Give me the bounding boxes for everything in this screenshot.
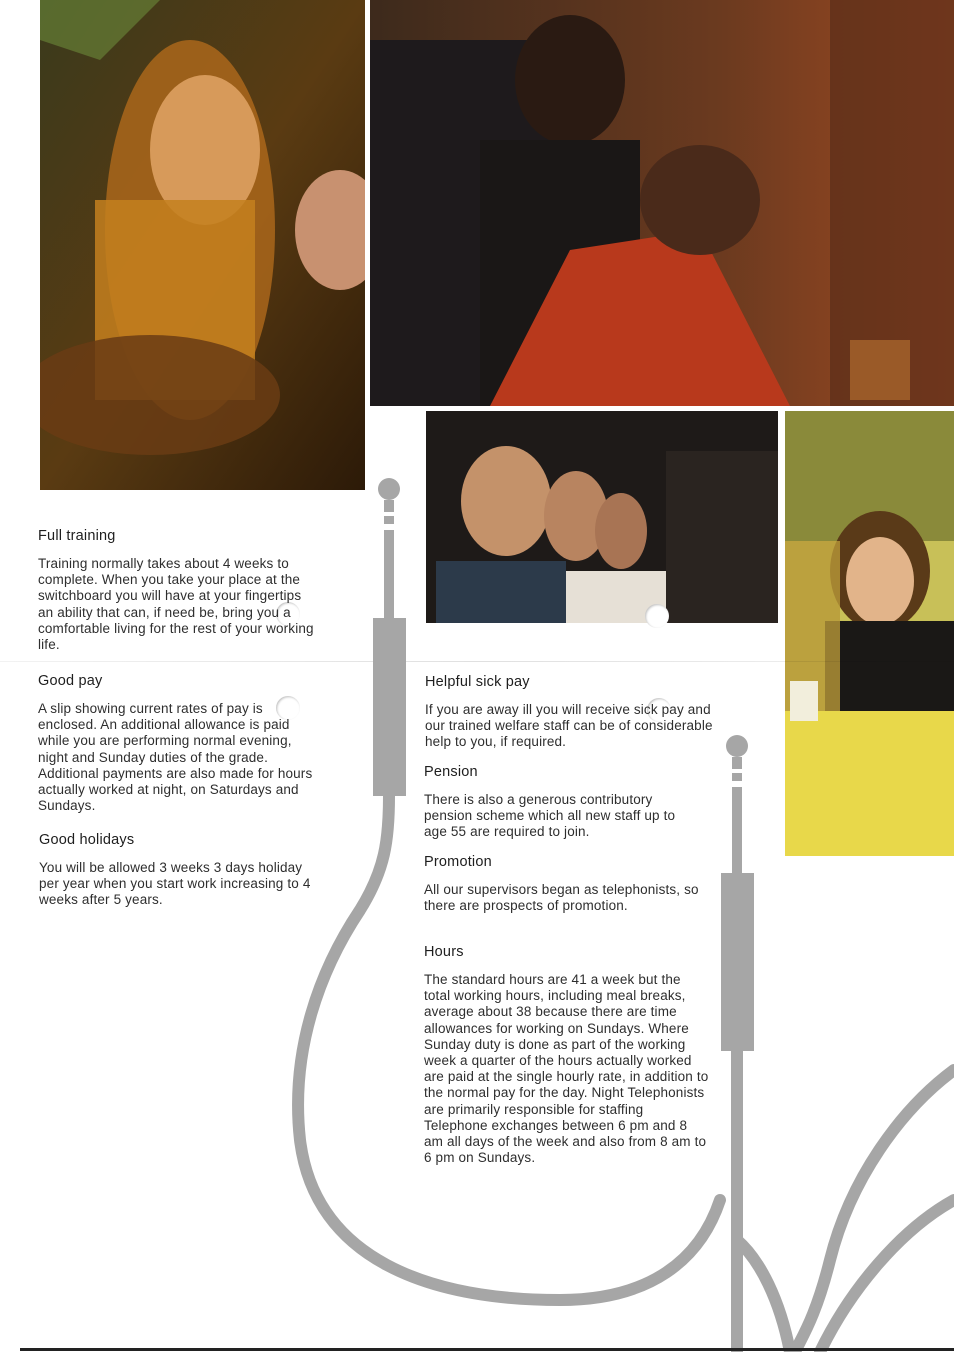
section-heading: Promotion bbox=[424, 854, 492, 870]
section-body: Training normally takes about 4 weeks to complete. When you take your place at the switchboard you will have at your fingertips an ability that can, if need be, bring you a comfortable living for the rest of your working life. bbox=[38, 556, 314, 653]
page-bottom-edge bbox=[20, 1348, 954, 1351]
section-helpful-sick-pay bbox=[425, 674, 715, 751]
section-full-training bbox=[38, 528, 318, 653]
photo-smiling-woman bbox=[785, 411, 954, 856]
section-heading: Good pay bbox=[38, 673, 103, 689]
section-heading: Full training bbox=[38, 528, 116, 544]
section-body: If you are away ill you will receive sick pay and our trained welfare staff can be of considerable help to you, if required. bbox=[425, 702, 713, 750]
photo-switchboard-operator bbox=[40, 0, 365, 490]
section-body: The standard hours are 41 a week but the total working hours, including meal breaks, average about 38 because there are time allowances for working on Sundays. Where Sunday duty is done as part of the working week a quarter of the hours actually worked are paid at the single hourly rate, in addition to the normal pay for the day. Night Telephonists are primarily responsible for staffing Telephone exchanges between 6 pm and 8 am all days of the week and also from 8 am to 6 pm on Sundays. bbox=[424, 972, 709, 1166]
photo-male-operators bbox=[426, 411, 778, 623]
section-body: There is also a generous contributory pension scheme which all new staff up to age 55 are required to join. bbox=[424, 792, 676, 840]
section-body: You will be allowed 3 weeks 3 days holiday per year when you start work increasing to 4 weeks after 5 years. bbox=[39, 860, 311, 908]
section-heading: Good holidays bbox=[39, 832, 135, 848]
section-hours bbox=[424, 944, 709, 1166]
fold-line bbox=[0, 661, 954, 662]
section-heading: Helpful sick pay bbox=[425, 674, 530, 690]
section-good-holidays bbox=[39, 832, 314, 909]
photo-exchange-room bbox=[370, 0, 954, 406]
section-pension bbox=[424, 764, 699, 841]
section-heading: Hours bbox=[424, 944, 464, 960]
section-good-pay bbox=[38, 673, 318, 814]
section-heading: Pension bbox=[424, 764, 478, 780]
section-body: All our supervisors began as telephonists, so there are prospects of promotion. bbox=[424, 882, 699, 914]
section-promotion bbox=[424, 854, 699, 914]
punch-hole bbox=[645, 604, 669, 628]
section-body: A slip showing current rates of pay is enclosed. An additional allowance is paid while you are performing normal evening, night and Sunday duties of the grade. Additional payments are also made for hours actually worked at night, on Saturdays and Sundays. bbox=[38, 701, 313, 814]
